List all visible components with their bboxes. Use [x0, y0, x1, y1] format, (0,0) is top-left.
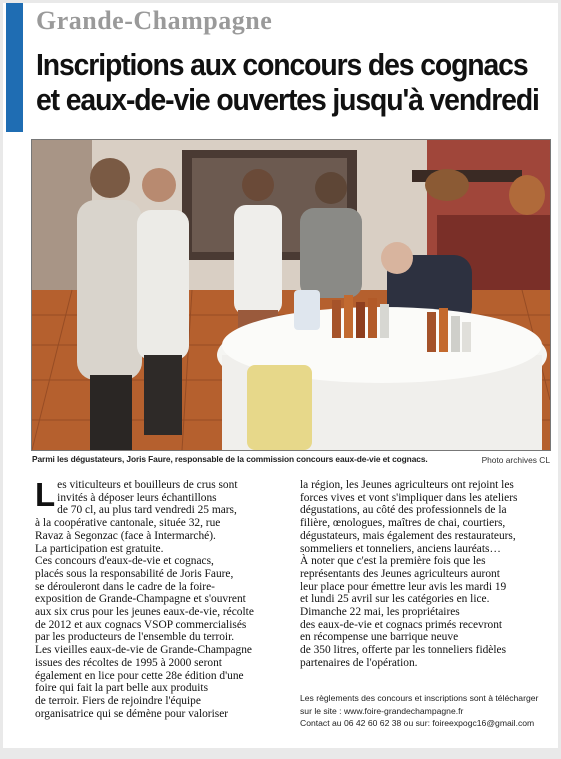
- article-line: de 2012 et aux cognacs VSOP commercialisés: [35, 618, 247, 631]
- article-line: filière, œnologues, maîtres de chai, courtiers,: [300, 517, 506, 530]
- info-line-website: sur le site : www.foire-grandechampagne.fr: [300, 705, 464, 716]
- article-line: des eaux-de-vie et cognacs primés recevront: [300, 618, 503, 631]
- photo-caption: Parmi les dégustateurs, Joris Faure, responsable de la commission concours eaux-de-vie et cognacs.: [32, 454, 428, 464]
- article-line: partenaires de l'opération.: [300, 656, 418, 669]
- article-line: foire qui fait la part belle aux produits: [35, 682, 209, 695]
- article-line: de terroir. Fiers de rejoindre l'équipe: [35, 694, 201, 707]
- article-line: la région, les Jeunes agriculteurs ont rejoint les: [300, 479, 514, 491]
- section-accent-bar: [6, 3, 23, 132]
- article-photo: [32, 140, 550, 450]
- article-line: issues des récoltes de 1995 à 2000 seront: [35, 656, 222, 669]
- article-line: organisatrice qui se démène pour valoriser: [35, 707, 229, 720]
- article-line: se dérouleront dans le cadre de la foire-: [35, 580, 215, 593]
- article-line: placés sous la responsabilité de Joris Faure,: [35, 567, 234, 580]
- article-line: es viticulteurs et bouilleurs de crus sont: [57, 479, 238, 491]
- article-line: Ravaz à Segonzac (face à Intermarché).: [35, 529, 216, 542]
- info-box: [300, 692, 550, 730]
- article-line: dégustations, au côté des professionnels de la: [300, 504, 507, 517]
- article-line: sommeliers et tonneliers, anciens lauréats…: [300, 542, 501, 555]
- article-line: invités à déposer leurs échantillons: [57, 491, 217, 504]
- article-line: Les vieilles eaux-de-vie de Grande-Champagne: [35, 644, 252, 657]
- article-line: La participation est gratuite.: [35, 542, 164, 555]
- article-line: Dimanche 22 mai, les propriétaires: [300, 606, 460, 619]
- article-line: aux six crus pour les jeunes eaux-de-vie, récolte: [35, 606, 254, 619]
- article-column-2: [300, 479, 550, 670]
- section-title: Grande-Champagne: [36, 6, 273, 35]
- drop-cap: L: [35, 476, 56, 513]
- article-line: de 70 cl, au plus tard vendredi 25 mars,: [57, 504, 237, 517]
- article-line: également en lice pour cette 28e édition d'une: [35, 669, 244, 682]
- article-line: forces vives et vont s'impliquer dans les ateliers: [300, 491, 518, 504]
- article-line: et lundi 25 avril sur les catégories en lice.: [300, 593, 490, 606]
- article-headline: [36, 48, 539, 118]
- photo-credit: Photo archives CL: [481, 455, 550, 465]
- headline-line-2: et eaux-de-vie ouvertes jusqu'à vendredi: [36, 83, 539, 117]
- article-line: en récompense une barrique neuve: [300, 631, 459, 644]
- article-line: par les producteurs de l'ensemble du terroir.: [35, 631, 235, 644]
- tasting-room-illustration: [32, 140, 550, 450]
- article-column-1: [35, 476, 280, 720]
- headline-line-1: Inscriptions aux concours des cognacs: [36, 48, 528, 82]
- article-line: Ces concours d'eaux-de-vie et cognacs,: [35, 555, 214, 568]
- article-line: dégustateurs, mais également des restaurateurs,: [300, 529, 516, 542]
- article-line: leur place pour émettre leur avis les mardi 19: [300, 580, 507, 593]
- article-line: représentants des Jeunes agriculteurs auront: [300, 567, 500, 580]
- info-line-rules: Les règlements des concours et inscriptions sont à télécharger: [300, 693, 539, 703]
- article-line: exposition de Grande-Champagne et s'ouvrent: [35, 593, 246, 606]
- article-line: À noter que c'est la première fois que les: [300, 555, 486, 568]
- article-line: à la coopérative cantonale, située 32, rue: [35, 517, 221, 530]
- info-line-contact: Contact au 06 42 60 62 38 ou sur: foireexpogc16@gmail.com: [300, 718, 535, 728]
- article-line: de 350 litres, offerte par les tonneliers fidèles: [300, 644, 507, 657]
